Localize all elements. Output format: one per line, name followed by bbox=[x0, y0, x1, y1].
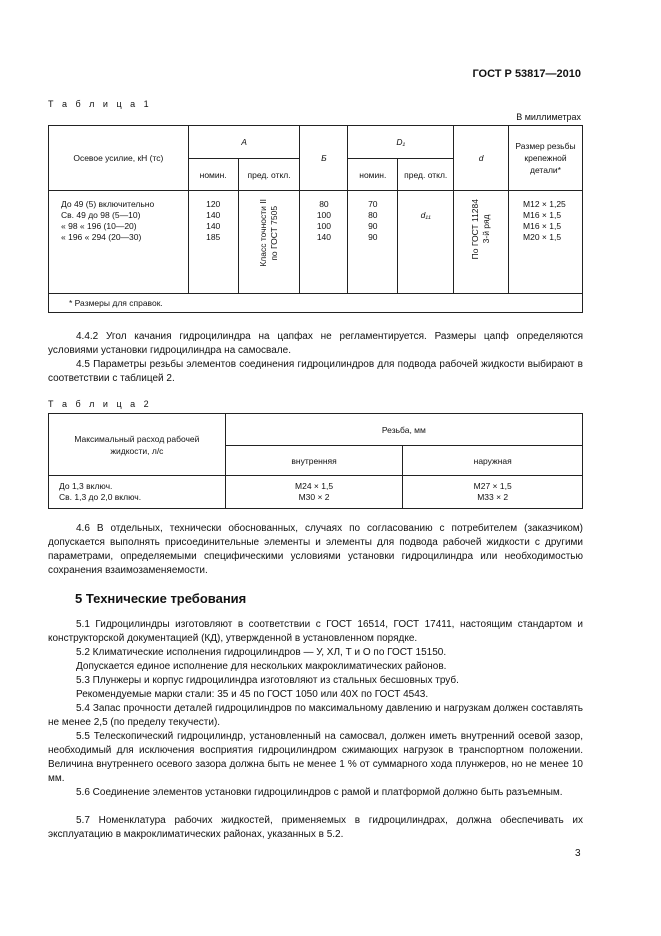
table2-sub-inner: внутренняя bbox=[225, 446, 403, 476]
table2-outer-value: M27 × 1,5 bbox=[473, 481, 512, 491]
doc-code: ГОСТ Р 53817—2010 bbox=[472, 68, 581, 80]
table2-col-thread: Резьба, мм bbox=[225, 414, 582, 446]
table1 bbox=[48, 125, 583, 313]
paragraph-4-6 bbox=[48, 522, 583, 578]
table1-force-cell bbox=[49, 191, 189, 294]
table2-flow-row: Св. 1,3 до 2,0 включ. bbox=[59, 492, 142, 502]
table1-A-nom-value: 185 bbox=[206, 232, 221, 242]
table1-thread-value: M20 × 1,5 bbox=[523, 232, 562, 242]
paragraph-5-5 bbox=[48, 730, 583, 786]
table1-A-nom-value: 140 bbox=[206, 210, 221, 220]
paragraph-4-6-text: 4.6 В отдельных, технически обоснованных, случаях по согласованию с потребителем (заказчиком) допускается выполнять присоединительные элементы и элементы для подвода рабочей жидкости с другими параметрами, определяемыми специфическими условиями установки гидроцилиндра или необходимостью сохранения взаимозаменяемости. bbox=[48, 523, 583, 576]
table1-D1-dev: d₁₁ bbox=[398, 191, 454, 294]
table1-d-cell bbox=[454, 191, 509, 294]
table2-col-flow: Максимальный расход рабочей жидкости, л/с bbox=[49, 414, 226, 476]
table1-A-nom-value: 140 bbox=[206, 221, 221, 231]
table1-d-value: По ГОСТ 11284 3-й ряд bbox=[470, 199, 492, 260]
table1-A-nom-cell bbox=[188, 191, 238, 294]
table2-outer-cell bbox=[403, 476, 583, 509]
table2-outer-value: M33 × 2 bbox=[477, 492, 509, 502]
table1-thread-value: M12 × 1,25 bbox=[523, 199, 566, 209]
table1-A-dev: Класс точности II по ГОСТ 7505 bbox=[258, 199, 280, 267]
table1-force-row: Св. 49 до 98 (5—10) bbox=[61, 210, 141, 220]
table2-flow-cell bbox=[49, 476, 226, 509]
table1-col-A: A bbox=[188, 126, 300, 159]
table1-D1-nom-cell bbox=[348, 191, 398, 294]
paragraph-5-6 bbox=[48, 786, 583, 800]
table1-D1-nom-value: 80 bbox=[368, 210, 378, 220]
table1-col-D1: D₁ bbox=[348, 126, 454, 159]
paragraph-5-3-text: 5.3 Плунжеры и корпус гидроцилиндра изготовляют из стальных бесшовных труб. bbox=[76, 675, 459, 686]
table1-sub-D1-dev: пред. откл. bbox=[398, 159, 454, 191]
table1-caption: Т а б л и ц а 1 bbox=[48, 99, 152, 109]
page-number: 3 bbox=[575, 848, 581, 859]
table1-B-cell bbox=[300, 191, 348, 294]
paragraph-5-7 bbox=[48, 814, 583, 842]
paragraph-5-3 bbox=[48, 674, 583, 688]
paragraph-5-2-text: 5.2 Климатические исполнения гидроцилиндров — У, ХЛ, Т и О по ГОСТ 15150. bbox=[76, 647, 447, 658]
table1-col-B: Б bbox=[300, 126, 348, 191]
table1-D1-nom-value: 70 bbox=[368, 199, 378, 209]
table2-flow-row: До 1,3 включ. bbox=[59, 481, 113, 491]
table2-inner-value: M24 × 1,5 bbox=[295, 481, 334, 491]
paragraph-5-4 bbox=[48, 702, 583, 730]
paragraph-5-2b-text: Допускается единое исполнение для нескольких макроклиматических районов. bbox=[76, 661, 447, 672]
paragraph-5-3b bbox=[48, 688, 583, 702]
table1-units: В миллиметрах bbox=[516, 112, 581, 122]
paragraph-4-4-2 bbox=[48, 330, 583, 358]
paragraph-5-7-text: 5.7 Номенклатура рабочих жидкостей, применяемых в гидроцилиндрах, должна обеспечивать их эксплуатацию в макроклиматических районах, указанных в 5.2. bbox=[48, 815, 583, 840]
paragraph-5-1-text: 5.1 Гидроцилиндры изготовляют в соответствии с ГОСТ 16514, ГОСТ 17411, настоящим стандартом и конструкторской документацией (КД), утвержденной в установленном порядке. bbox=[48, 619, 583, 644]
table1-B-value: 100 bbox=[316, 210, 332, 220]
paragraph-5-6-text: 5.6 Соединение элементов установки гидроцилиндров с рамой и платформой должно быть разъемным. bbox=[76, 787, 563, 798]
table1-sub-A-dev: пред. откл. bbox=[238, 159, 300, 191]
paragraph-5-4-text: 5.4 Запас прочности деталей гидроцилиндров по максимальному давлению и нагрузкам должен составлять не менее 2,5 (по пределу текучести). bbox=[48, 703, 583, 728]
table1-D1-nom-value: 90 bbox=[368, 232, 378, 242]
table1-sub-D1-nom: номин. bbox=[348, 159, 398, 191]
table1-thread-cell bbox=[509, 191, 583, 294]
table1-col-thread: Размер резьбы крепежной детали* bbox=[509, 126, 583, 191]
table1-B-value: 140 bbox=[316, 232, 332, 242]
table2-sub-outer: наружная bbox=[403, 446, 583, 476]
paragraph-5-2 bbox=[48, 646, 583, 660]
table1-thread-value: M16 × 1,5 bbox=[523, 221, 562, 231]
table1-force-row: « 98 « 196 (10—20) bbox=[61, 221, 137, 231]
table1-B-value: 100 bbox=[316, 221, 332, 231]
paragraph-4-5 bbox=[48, 358, 583, 386]
table1-force-row: До 49 (5) включительно bbox=[61, 199, 155, 209]
table1-B-value: 80 bbox=[319, 199, 329, 209]
table1-col-force: Осевое усилие, кН (тс) bbox=[49, 126, 189, 191]
section-5-heading: 5 Технические требования bbox=[75, 591, 247, 606]
table2 bbox=[48, 413, 583, 509]
table1-D1-nom-value: 90 bbox=[368, 221, 378, 231]
paragraph-5-3b-text: Рекомендуемые марки стали: 35 и 45 по ГОСТ 1050 или 40Х по ГОСТ 4543. bbox=[76, 689, 429, 700]
table1-sub-A-nom: номин. bbox=[188, 159, 238, 191]
table1-footnote: * Размеры для справок. bbox=[49, 294, 583, 313]
table2-inner-value: M30 × 2 bbox=[298, 492, 330, 502]
table1-thread-value: M16 × 1,5 bbox=[523, 210, 562, 220]
table1-force-row: « 196 « 294 (20—30) bbox=[61, 232, 142, 242]
paragraph-5-5-text: 5.5 Телескопический гидроцилиндр, установленный на самосвал, должен иметь внутренний осевой зазор, необходимый для исключения восприятия гидроцилиндром сжимающих нагрузок в транспортном положении. Величина внутреннего осевого зазора должна быть не менее 1 % от суммарного хода плунжеров, но не менее 10 мм. bbox=[48, 731, 583, 784]
paragraph-5-1 bbox=[48, 618, 583, 646]
table2-inner-cell bbox=[225, 476, 403, 509]
paragraph-4-5-text: 4.5 Параметры резьбы элементов соединения гидроцилиндров для подвода рабочей жидкости выбирают в соответствии с таблицей 2. bbox=[48, 359, 583, 384]
table2-caption: Т а б л и ц а 2 bbox=[48, 399, 152, 409]
table1-A-nom-value: 120 bbox=[206, 199, 221, 209]
paragraph-5-2b bbox=[48, 660, 583, 674]
table1-A-dev-cell bbox=[238, 191, 300, 294]
table1-col-d: d bbox=[454, 126, 509, 191]
paragraph-4-4-2-text: 4.4.2 Угол качания гидроцилиндра на цапфах не регламентируется. Размеры цапф определяются условиями установки гидроцилиндра на самосвале. bbox=[48, 331, 583, 356]
